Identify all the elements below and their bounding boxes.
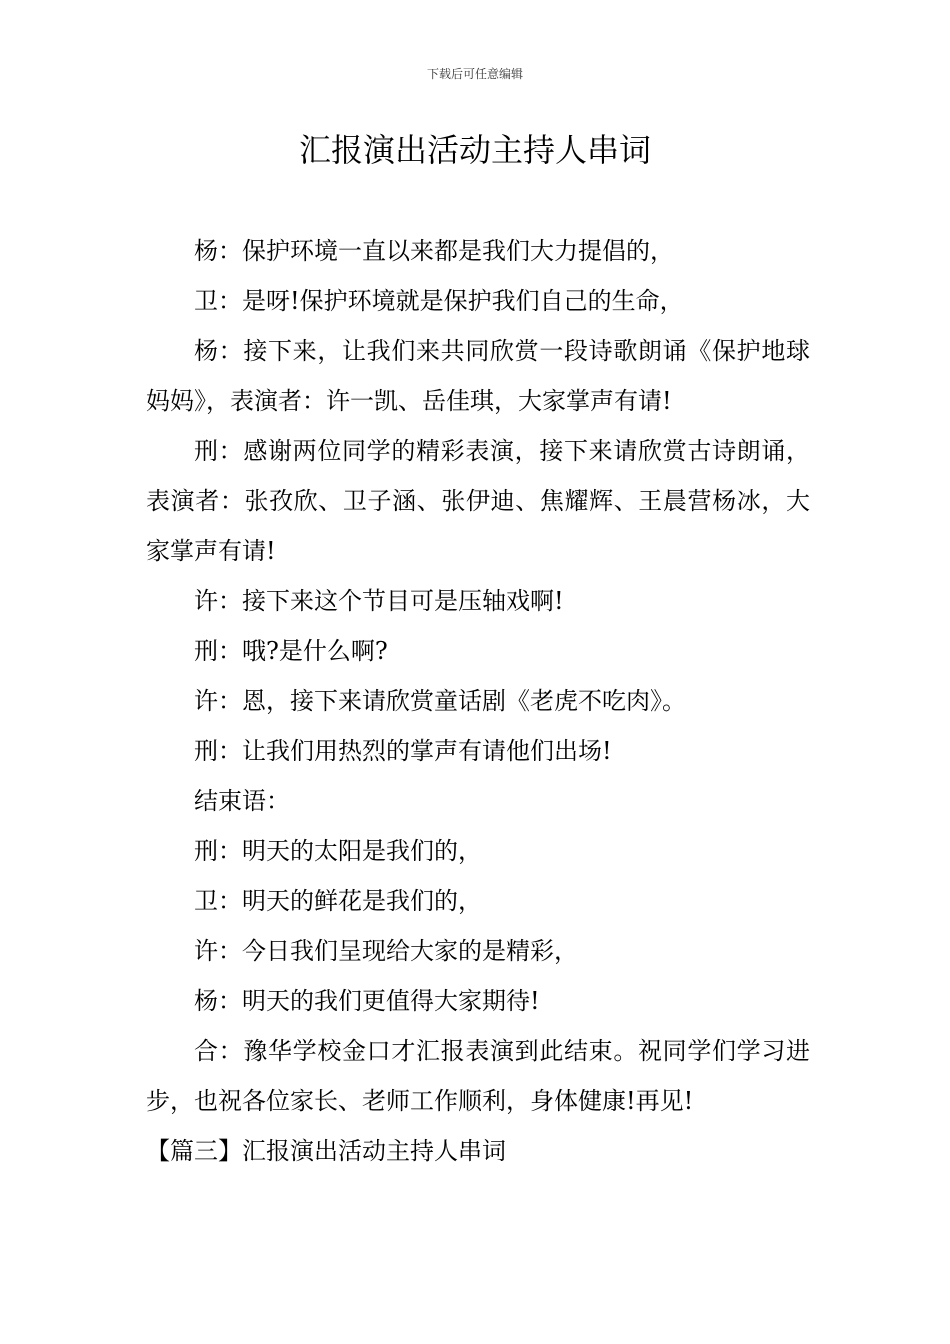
paragraph: 杨：接下来，让我们来共同欣赏一段诗歌朗诵《保护地球妈妈》，表演者：许一凯、岳佳琪，大家掌声有请! — [146, 337, 810, 415]
paragraph: 许：接下来这个节目可是压轴戏啊! — [194, 587, 564, 615]
paragraph: 刑：哦?是什么啊? — [194, 637, 388, 665]
paragraph: 杨：保护环境一直以来都是我们大力提倡的， — [194, 237, 674, 265]
paragraph: 许：今日我们呈现给大家的是精彩， — [194, 937, 578, 965]
paragraph: 刑：让我们用热烈的掌声有请他们出场! — [194, 737, 612, 765]
paragraph: 杨：明天的我们更值得大家期待! — [194, 987, 540, 1015]
paragraph: 刑：感谢两位同学的精彩表演，接下来请欣赏古诗朗诵，表演者：张孜欣、卫子涵、张伊迪、焦耀辉、王晨营杨冰，大家掌声有请! — [146, 437, 810, 565]
document-title: 汇报演出活动主持人串词 — [298, 131, 651, 169]
paragraph: 卫：明天的鲜花是我们的， — [194, 887, 482, 915]
paragraph: 合：豫华学校金口才汇报表演到此结束。祝同学们学习进步，也祝各位家长、老师工作顺利，身体健康!再见! — [146, 1037, 810, 1115]
paragraph: 许：恩，接下来请欣赏童话剧《老虎不吃肉》。 — [194, 687, 686, 715]
paragraph: 刑：明天的太阳是我们的， — [194, 837, 482, 865]
document-body — [146, 226, 810, 1176]
paragraph: 卫：是呀!保护环境就是保护我们自己的生命， — [194, 287, 684, 315]
section-heading: 【篇三】汇报演出活动主持人串词 — [146, 1137, 506, 1165]
header-note: 下载后可任意编辑 — [426, 67, 523, 81]
paragraph: 结束语： — [194, 787, 290, 815]
